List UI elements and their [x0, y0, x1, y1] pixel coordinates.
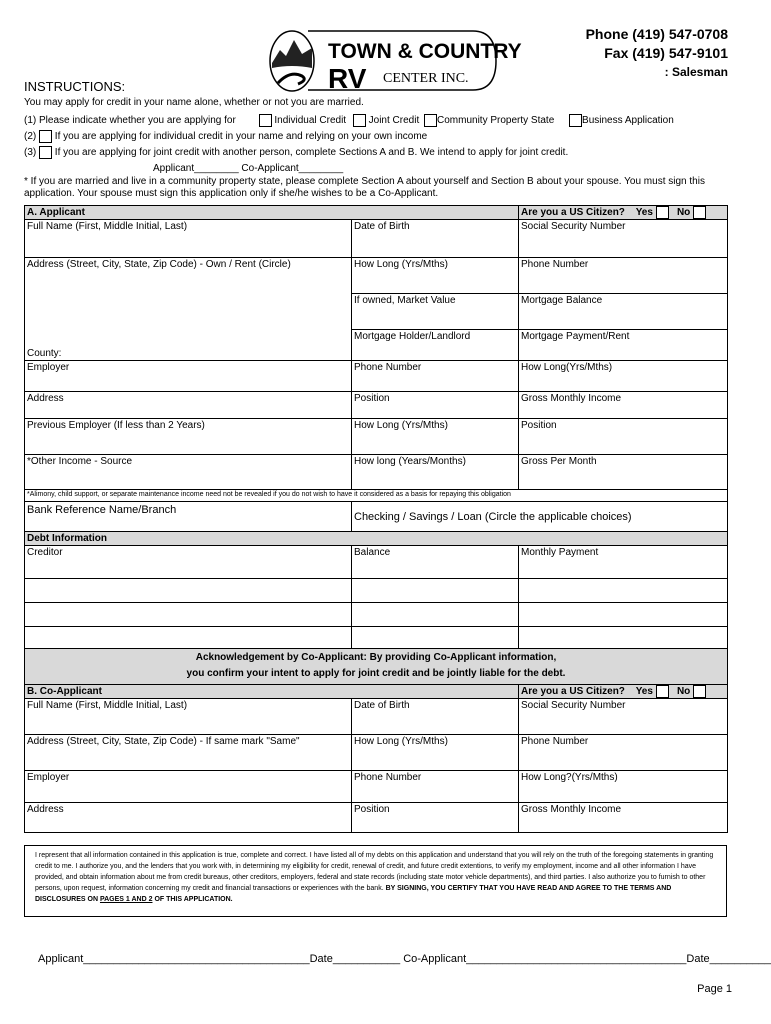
- instructions-line3-prefix: (3): [24, 147, 37, 159]
- instructions-line1-row: [24, 114, 674, 127]
- section-a-no-checkbox[interactable]: [693, 206, 706, 219]
- co-date-of-birth-field[interactable]: Date of Birth: [352, 699, 519, 735]
- section-a-no-label: No: [676, 207, 691, 219]
- mortgage-payment-field[interactable]: Mortgage Payment/Rent: [519, 330, 728, 361]
- co-employment-how-long-field[interactable]: How Long?(Yrs/Mths): [519, 771, 728, 803]
- community-property-label: Community Property State: [437, 115, 555, 127]
- debt-row-4-payment[interactable]: [519, 627, 728, 649]
- gross-monthly-income-field[interactable]: Gross Monthly Income: [519, 392, 728, 419]
- legal-disclosure: [24, 845, 727, 917]
- instructions-line2: If you are applying for individual credit in your name and relying on your own income: [54, 131, 428, 143]
- section-b-yes-label: Yes: [635, 686, 653, 698]
- instructions-line2-row: [24, 130, 427, 143]
- joint-credit-intent-checkbox[interactable]: [39, 146, 52, 159]
- ack-line-1: Acknowledgement by Co-Applicant: By providing Co-Applicant information,: [195, 652, 557, 664]
- section-b-yes-checkbox[interactable]: [656, 685, 669, 698]
- co-ssn-field[interactable]: Social Security Number: [519, 699, 728, 735]
- section-a-title: A. Applicant: [25, 206, 519, 220]
- community-property-checkbox[interactable]: [424, 114, 437, 127]
- co-address-field[interactable]: Address (Street, City, State, Zip Code) - If same mark "Same": [25, 735, 352, 771]
- section-b-no-checkbox[interactable]: [693, 685, 706, 698]
- co-employer-phone-field[interactable]: Phone Number: [352, 771, 519, 803]
- balance-field[interactable]: Balance: [352, 546, 519, 579]
- address-how-long-field[interactable]: How Long (Yrs/Mths): [352, 258, 519, 294]
- section-a-yes-checkbox[interactable]: [656, 206, 669, 219]
- address-label: Address (Street, City, State, Zip Code) - Own / Rent (Circle): [27, 259, 291, 271]
- section-a-yes-label: Yes: [635, 207, 653, 219]
- section-b-citizen-cell: [519, 685, 728, 699]
- applicant-initials-line: Applicant________ Co-Applicant________: [153, 163, 344, 174]
- phone-number: Phone (419) 547-0708: [585, 26, 728, 42]
- debt-row-3-creditor[interactable]: [25, 603, 352, 627]
- applicant-section-table: [24, 205, 728, 833]
- previous-how-long-field[interactable]: How Long (Yrs/Mths): [352, 419, 519, 455]
- co-applicant-acknowledgement: [25, 649, 728, 685]
- logo-text-rv: RV: [328, 63, 367, 94]
- debt-row-4-balance[interactable]: [352, 627, 519, 649]
- fax-number: Fax (419) 547-9101: [604, 45, 728, 61]
- legal-text: I represent that all information contained in this application is true, complete and correct. I have listed all of my debts on this application and understand that you will rely on the truth of the foregoing statements in granting credit to me. I authorize you, and the lenders that you work with, in determining my eligibility for credit, renewal of credit, and future credit extentions, to verify my employment, income and all other information I have provided, and obtain information about me from credit bureaus, other creditors, employers, federal and state records (including state motor vehicle departments), and third parties. I also authorize you to furnish to other persons, upon request, information concerning my credit and financial transactions or experiences with the bank.: [35, 852, 714, 892]
- mortgage-holder-field[interactable]: Mortgage Holder/Landlord: [352, 330, 519, 361]
- co-position-field[interactable]: Position: [352, 803, 519, 833]
- community-property-note: * If you are married and live in a community property state, please complete Section A about yourself and Section B about your spouse. You must sign this application. Your spouse must sign this application only if she/he wishes to be a Co-Applicant.: [24, 176, 705, 199]
- employer-phone-field[interactable]: Phone Number: [352, 361, 519, 392]
- legal-end-text: OF THIS APPLICATION.: [154, 896, 233, 903]
- co-gross-monthly-income-field[interactable]: Gross Monthly Income: [519, 803, 728, 833]
- employer-field[interactable]: Employer: [25, 361, 352, 392]
- section-b-no-label: No: [676, 686, 691, 698]
- ssn-field[interactable]: Social Security Number: [519, 220, 728, 258]
- individual-credit-label: Individual Credit: [274, 115, 347, 127]
- debt-row-4-creditor[interactable]: [25, 627, 352, 649]
- market-value-field[interactable]: If owned, Market Value: [352, 294, 519, 330]
- debt-row-3-balance[interactable]: [352, 603, 519, 627]
- co-phone-field[interactable]: Phone Number: [519, 735, 728, 771]
- other-income-how-long-field[interactable]: How long (Years/Months): [352, 455, 519, 490]
- salesman-label: : Salesman: [664, 65, 728, 79]
- previous-employer-field[interactable]: Previous Employer (If less than 2 Years): [25, 419, 352, 455]
- individual-income-checkbox[interactable]: [39, 130, 52, 143]
- full-name-field[interactable]: Full Name (First, Middle Initial, Last): [25, 220, 352, 258]
- mortgage-balance-field[interactable]: Mortgage Balance: [519, 294, 728, 330]
- gross-per-month-field[interactable]: Gross Per Month: [519, 455, 728, 490]
- co-employer-address-field[interactable]: Address: [25, 803, 352, 833]
- instructions-line0: You may apply for credit in your name alone, whether or not you are married.: [24, 97, 364, 108]
- business-application-label: Business Application: [582, 115, 674, 127]
- employment-how-long-field[interactable]: How Long(Yrs/Mths): [519, 361, 728, 392]
- debt-row-2-payment[interactable]: [519, 579, 728, 603]
- debt-info-title: Debt Information: [25, 532, 728, 546]
- company-logo: [268, 28, 522, 94]
- previous-position-field[interactable]: Position: [519, 419, 728, 455]
- position-field[interactable]: Position: [352, 392, 519, 419]
- ack-line-2: you confirm your intent to apply for joint credit and be jointly liable for the debt.: [186, 668, 566, 680]
- debt-row-2-creditor[interactable]: [25, 579, 352, 603]
- section-a-citizen-cell: [519, 206, 728, 220]
- address-field[interactable]: [25, 258, 352, 361]
- co-how-long-field[interactable]: How Long (Yrs/Mths): [352, 735, 519, 771]
- debt-row-3-payment[interactable]: [519, 603, 728, 627]
- page-number: Page 1: [697, 983, 732, 995]
- instructions-line3: If you are applying for joint credit with another person, complete Sections A and B. We intend to apply for joint credit.: [54, 147, 569, 159]
- instructions-line1: (1) Please indicate whether you are applying for: [24, 115, 236, 127]
- business-application-checkbox[interactable]: [569, 114, 582, 127]
- creditor-field[interactable]: Creditor: [25, 546, 352, 579]
- instructions-line3-row: [24, 146, 568, 159]
- logo-text-top: TOWN & COUNTRY: [328, 40, 522, 63]
- logo-text-center: CENTER INC.: [383, 71, 469, 86]
- alimony-note: *Alimony, child support, or separate maintenance income need not be revealed if you do not wish to have it considered as a basis for repaying this obligation: [25, 490, 728, 502]
- joint-credit-label: Joint Credit: [368, 115, 420, 127]
- monthly-payment-field[interactable]: Monthly Payment: [519, 546, 728, 579]
- home-phone-field[interactable]: Phone Number: [519, 258, 728, 294]
- bank-reference-field[interactable]: Bank Reference Name/Branch: [25, 502, 352, 532]
- employer-address-field[interactable]: Address: [25, 392, 352, 419]
- instructions-line2-prefix: (2): [24, 131, 37, 143]
- signature-line[interactable]: Applicant_____________________________________Date___________ Co-Applicant____________________________________Date__________: [38, 953, 771, 965]
- legal-pages-link: PAGES 1 AND 2: [99, 896, 153, 903]
- section-b-title: B. Co-Applicant: [25, 685, 519, 699]
- debt-row-2-balance[interactable]: [352, 579, 519, 603]
- account-type-choices[interactable]: Checking / Savings / Loan (Circle the applicable choices): [352, 502, 728, 532]
- co-employer-field[interactable]: Employer: [25, 771, 352, 803]
- date-of-birth-field[interactable]: Date of Birth: [352, 220, 519, 258]
- other-income-field[interactable]: *Other Income - Source: [25, 455, 352, 490]
- legal-bold-text: BY SIGNING, YOU CERTIFY THAT YOU HAVE READ AND AGREE TO THE TERMS AND DISCLOSURES ON: [35, 885, 672, 903]
- co-full-name-field[interactable]: Full Name (First, Middle Initial, Last): [25, 699, 352, 735]
- section-b-citizen-label: Are you a US Citizen?: [521, 686, 625, 698]
- joint-credit-checkbox[interactable]: [353, 114, 366, 127]
- instructions-title: INSTRUCTIONS:: [24, 79, 126, 94]
- logo-graphic: [268, 28, 522, 94]
- county-label: County:: [27, 348, 62, 360]
- section-a-citizen-label: Are you a US Citizen?: [521, 207, 625, 219]
- individual-credit-checkbox[interactable]: [259, 114, 272, 127]
